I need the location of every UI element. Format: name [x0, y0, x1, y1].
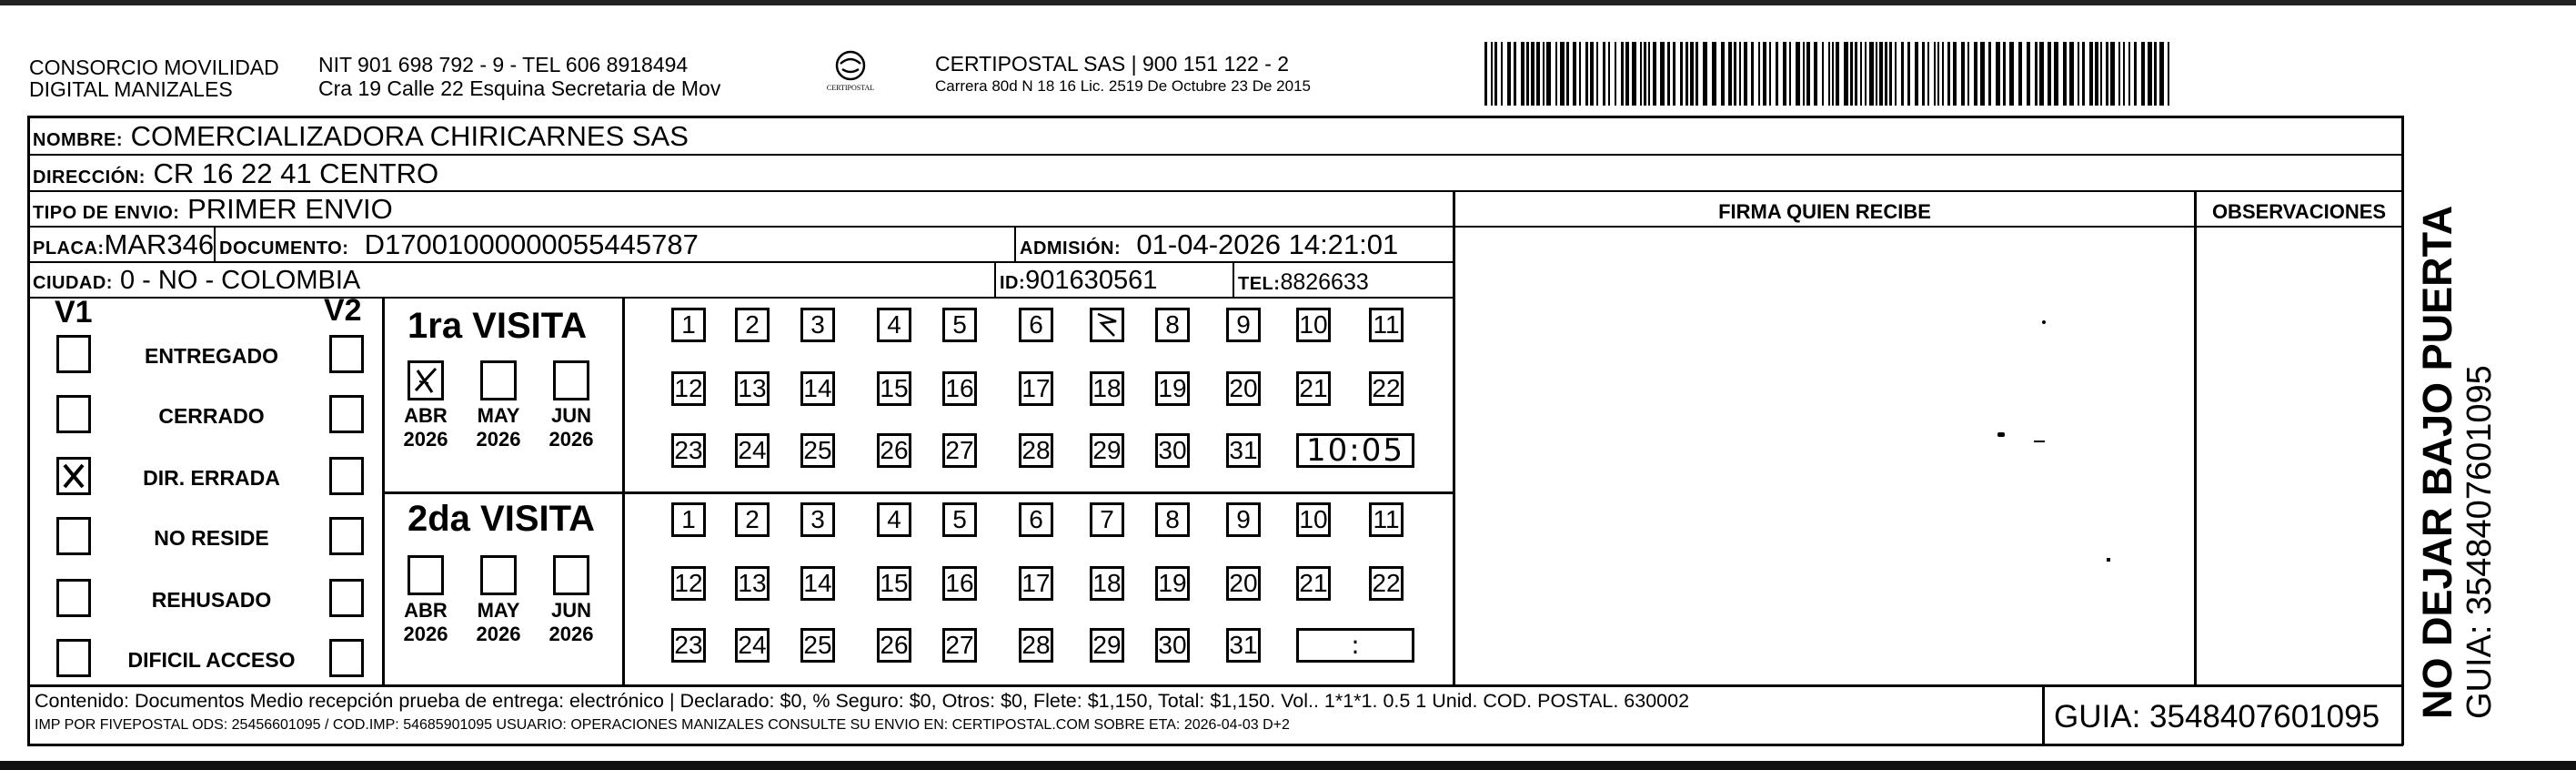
signature-mark	[2042, 320, 2046, 324]
visit2-day-box[interactable]: 12	[671, 566, 706, 601]
visit2-month-box[interactable]	[480, 555, 517, 595]
visit2-day-box[interactable]: 23	[671, 628, 706, 663]
status-label: ENTREGADO	[145, 344, 278, 368]
visit2-month-box[interactable]	[553, 555, 589, 595]
visit1-day-box[interactable]	[1090, 308, 1124, 342]
visit1-day-box[interactable]: 8	[1155, 308, 1190, 342]
visit2-day-box[interactable]: 26	[877, 628, 911, 663]
visit1-day-box[interactable]: 19	[1155, 371, 1190, 406]
visit1-day-box[interactable]: 29	[1090, 433, 1124, 468]
visit2-day-box[interactable]: 16	[942, 566, 977, 601]
visit2-day-box[interactable]: 7	[1090, 502, 1124, 537]
visit1-day-box[interactable]: 22	[1369, 371, 1404, 406]
v2-checkbox[interactable]	[329, 335, 364, 373]
documento-field: DOCUMENTO: D17001000000055445787	[219, 228, 699, 260]
status-label: DIFICIL ACCESO	[127, 648, 296, 672]
nombre-field: NOMBRE: COMERCIALIZADORA CHIRICARNES SAS	[33, 120, 689, 152]
visit2-day-box[interactable]: 30	[1155, 628, 1190, 663]
status-label: NO RESIDE	[154, 526, 269, 550]
visit1-month-box[interactable]	[408, 360, 444, 400]
visit2-day-box[interactable]: 1	[671, 502, 706, 537]
footer-guia: GUIA: 3548407601095	[2054, 699, 2380, 735]
footer-imp-line: IMP POR FIVEPOSTAL ODS: 25456601095 / COD.IMP: 54685901095 USUARIO: OPERACIONES MANIZALES CONSULTE SU ENVIO EN: CERTIPOSTAL.COM SOBRE ETA: 2026-04-03 D+2	[35, 717, 1290, 733]
tipo-envio-field: TIPO DE ENVIO: PRIMER ENVIO	[33, 193, 393, 225]
visit2-day-box[interactable]: 5	[942, 502, 977, 537]
visit2-time-box[interactable]: :	[1296, 628, 1414, 663]
visit2-day-box[interactable]: 27	[942, 628, 977, 663]
visit1-month-label: ABR 2026	[403, 404, 448, 451]
v2-checkbox[interactable]	[329, 395, 364, 433]
top-edge	[0, 0, 2576, 5]
visit2-day-box[interactable]: 29	[1090, 628, 1124, 663]
footer-contenido: Contenido: Documentos Medio recepción prueba de entrega: electrónico | Declarado: $0, % Seguro: $0, Otros: $0, Flete: $1,150, Total: $1,150. Vol.. 1*1*1. 0.5 1 Unid. COD. POSTAL. 630002	[35, 690, 1690, 712]
signature-mark	[1997, 432, 2005, 437]
visit1-day-box[interactable]: 17	[1019, 371, 1053, 406]
visit1-day-box[interactable]: 24	[735, 433, 770, 468]
observaciones-header: OBSERVACIONES	[2211, 200, 2387, 223]
visit1-day-box[interactable]: 4	[877, 308, 911, 342]
v2-header: V2	[324, 293, 362, 328]
v2-checkbox[interactable]	[329, 517, 364, 555]
certipostal-info: CERTIPOSTAL SAS | 900 151 122 - 2 Carrera 80d N 18 16 Lic. 2519 De Octubre 23 De 2015	[935, 52, 1311, 95]
visit2-day-box[interactable]: 6	[1019, 502, 1053, 537]
visit1-day-box[interactable]: 21	[1296, 371, 1331, 406]
barcode	[1484, 42, 2176, 106]
direccion-field: DIRECCIÓN: CR 16 22 41 CENTRO	[33, 157, 439, 189]
visit2-day-box[interactable]: 28	[1019, 628, 1053, 663]
certipostal-logo: CERTIPOSTAL	[819, 47, 882, 102]
visit2-day-box[interactable]: 13	[735, 566, 770, 601]
visit1-month-label: MAY 2026	[476, 404, 521, 451]
visit1-day-box[interactable]: 28	[1019, 433, 1053, 468]
bottom-edge	[0, 761, 2576, 770]
firma-header: FIRMA QUIEN RECIBE	[1718, 200, 1931, 223]
visit2-day-box[interactable]: 25	[800, 628, 835, 663]
placa-field: PLACA:MAR346	[33, 228, 215, 260]
visit2-day-box[interactable]: 9	[1226, 502, 1261, 537]
visit2-day-box[interactable]: 15	[877, 566, 911, 601]
v1-checkbox[interactable]	[56, 639, 91, 677]
visit1-day-box[interactable]: 3	[800, 308, 835, 342]
visit1-day-box[interactable]: 31	[1226, 433, 1261, 468]
admision-field: ADMISIÓN: 01-04-2026 14:21:01	[1020, 228, 1399, 260]
status-label: CERRADO	[158, 404, 265, 428]
visit2-month-box[interactable]	[408, 555, 444, 595]
visit1-month-label: JUN 2026	[548, 404, 594, 451]
visit2-month-label: ABR 2026	[403, 599, 448, 645]
company-name: CONSORCIO MOVILIDAD DIGITAL MANIZALES	[29, 56, 279, 101]
company-contact: NIT 901 698 792 - 9 - TEL 606 8918494 Cra 19 Calle 22 Esquina Secretaria de Mov	[318, 53, 721, 100]
visit2-day-box[interactable]: 2	[735, 502, 770, 537]
visit2-day-box[interactable]: 22	[1369, 566, 1404, 601]
visit2-day-box[interactable]: 8	[1155, 502, 1190, 537]
visit2-day-box[interactable]: 10	[1296, 502, 1331, 537]
signature-mark	[2107, 558, 2110, 562]
visit1-day-box[interactable]: 18	[1090, 371, 1124, 406]
visit1-day-box[interactable]: 15	[877, 371, 911, 406]
v2-checkbox[interactable]	[329, 579, 364, 617]
side-warning: NO DEJAR BAJO PUERTA GUIA: 3548407601095	[2414, 205, 2499, 719]
visit1-day-box[interactable]: 5	[942, 308, 977, 342]
visit2-day-box[interactable]: 21	[1296, 566, 1331, 601]
tel-field: TEL:8826633	[1238, 269, 1369, 295]
id-field: ID:901630561	[1000, 266, 1158, 295]
visit2-day-box[interactable]: 11	[1369, 502, 1404, 537]
status-label: DIR. ERRADA	[143, 466, 280, 490]
visit2-day-box[interactable]: 4	[877, 502, 911, 537]
v1-checkbox[interactable]	[56, 395, 91, 433]
visit2-month-label: MAY 2026	[476, 599, 521, 645]
visit2-day-box[interactable]: 31	[1226, 628, 1261, 663]
visit1-day-box[interactable]: 14	[800, 371, 835, 406]
visit1-title: 1ra VISITA	[408, 306, 588, 346]
visit1-day-box[interactable]: 26	[877, 433, 911, 468]
visit2-day-box[interactable]: 17	[1019, 566, 1053, 601]
visit1-day-box[interactable]: 25	[800, 433, 835, 468]
v1-checkbox[interactable]	[56, 335, 91, 373]
visit2-month-label: JUN 2026	[548, 599, 594, 645]
signature-mark	[2034, 441, 2045, 442]
visit1-day-box[interactable]: 23	[671, 433, 706, 468]
visit2-day-box[interactable]: 3	[800, 502, 835, 537]
v1-checkbox[interactable]	[56, 517, 91, 555]
v1-checkbox[interactable]	[56, 457, 91, 495]
visit1-day-box[interactable]: 6	[1019, 308, 1053, 342]
ciudad-field: CIUDAD: 0 - NO - COLOMBIA	[33, 266, 361, 295]
visit1-day-box[interactable]: 12	[671, 371, 706, 406]
visit2-day-box[interactable]: 14	[800, 566, 835, 601]
visit1-day-box[interactable]: 9	[1226, 308, 1261, 342]
visit1-day-box[interactable]: 11	[1369, 308, 1404, 342]
visit2-day-box[interactable]: 18	[1090, 566, 1124, 601]
visit1-day-box[interactable]: 27	[942, 433, 977, 468]
visit2-day-box[interactable]: 24	[735, 628, 770, 663]
visit1-day-box[interactable]: 16	[942, 371, 977, 406]
v2-checkbox[interactable]	[329, 639, 364, 677]
visit1-day-box[interactable]: 10	[1296, 308, 1331, 342]
visit1-month-box[interactable]	[553, 360, 589, 400]
status-label: REHUSADO	[151, 588, 272, 612]
v1-header: V1	[55, 295, 93, 329]
visit1-day-box[interactable]: 20	[1226, 371, 1261, 406]
visit1-day-box[interactable]: 13	[735, 371, 770, 406]
visit1-day-box[interactable]: 30	[1155, 433, 1190, 468]
v1-checkbox[interactable]	[56, 579, 91, 617]
visit1-month-box[interactable]	[480, 360, 517, 400]
visit1-day-box[interactable]: 2	[735, 308, 770, 342]
visit2-day-box[interactable]: 20	[1226, 566, 1261, 601]
v2-checkbox[interactable]	[329, 457, 364, 495]
visit1-time-box[interactable]: 10:05	[1296, 433, 1414, 468]
visit1-day-box[interactable]: 1	[671, 308, 706, 342]
visit2-day-box[interactable]: 19	[1155, 566, 1190, 601]
visit2-title: 2da VISITA	[408, 499, 595, 539]
